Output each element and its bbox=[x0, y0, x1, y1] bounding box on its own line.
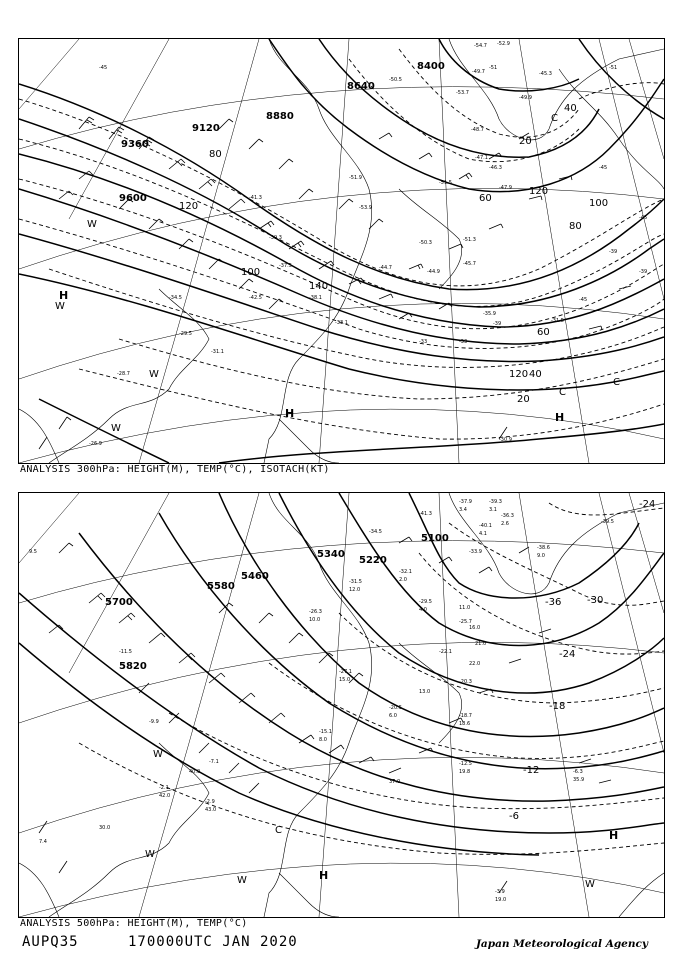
station-temp-500-11: -20.5 bbox=[389, 705, 402, 711]
system-label-300-1: H bbox=[285, 407, 295, 420]
system-label-300-6: W bbox=[111, 423, 121, 434]
temp-label-300-6: -47.1 bbox=[475, 155, 488, 161]
chart-500hpa bbox=[18, 492, 665, 918]
temp-label-300-11: -31.5 bbox=[551, 318, 564, 324]
height-label-500-4: 5580 bbox=[207, 581, 235, 592]
temp-label-500-0: -24 bbox=[639, 499, 656, 510]
station-temp-500-15: -7.1 bbox=[209, 759, 219, 765]
temp-label-300-3: -50.5 bbox=[389, 77, 402, 83]
chart-300hpa bbox=[18, 38, 665, 464]
system-label-500-1: H bbox=[609, 829, 619, 842]
system-label-300-4: W bbox=[87, 219, 97, 230]
station-temp-500-9: -26.3 bbox=[309, 609, 322, 615]
system-label-300-9: C bbox=[551, 113, 558, 124]
system-label-500-5: W bbox=[585, 879, 595, 890]
station-temp-500-25: -29.5 bbox=[419, 599, 432, 605]
height-label-500-5: 5700 bbox=[105, 597, 133, 608]
isotherm-label-300-9: -39 bbox=[493, 321, 502, 327]
station-temp-500-21: -18.7 bbox=[459, 713, 472, 719]
system-label-500-4: W bbox=[237, 875, 247, 886]
dewpoint-500-25: 2.0 bbox=[399, 577, 407, 583]
temp-label-300-17: -30.9 bbox=[499, 437, 512, 443]
system-label-300-3: W bbox=[55, 301, 65, 312]
dewpoint-500-17: 19.8 bbox=[459, 769, 471, 775]
temp-label-300-20: -41.3 bbox=[249, 195, 262, 201]
station-temp-500-20: -12.5 bbox=[459, 761, 472, 767]
dewpoint-500-22: 8.0 bbox=[319, 737, 327, 743]
temp-label-500-4: -18 bbox=[549, 701, 566, 712]
station-temp-500-7: -34.5 bbox=[369, 529, 382, 535]
temp-label-300-9: -44.9 bbox=[427, 269, 440, 275]
temp-label-500-2: -36 bbox=[545, 597, 562, 608]
isotach-label-300-5: 120 bbox=[529, 186, 549, 197]
temp-label-300-15: -33.1 bbox=[335, 320, 348, 326]
temp-label-300-5: -48.7 bbox=[471, 127, 484, 133]
temp-label-300-10: -35.9 bbox=[483, 311, 496, 317]
isotherm-label-300-0: -45 bbox=[99, 65, 108, 71]
station-temp-500-8: -31.5 bbox=[349, 579, 362, 585]
station-temps-300 bbox=[89, 41, 564, 447]
temp-label-300-19: -37.5 bbox=[279, 263, 292, 269]
temp-label-300-29: -47.9 bbox=[499, 185, 512, 191]
height-label-500-1: 5220 bbox=[359, 555, 387, 566]
station-temp-500-24: -25.7 bbox=[459, 619, 472, 625]
station-temp-500-2: -41.3 bbox=[419, 511, 432, 517]
system-label-500-6: C bbox=[275, 825, 282, 836]
station-temp-500-27: -33.9 bbox=[469, 549, 482, 555]
dewpoint-500-19: 15.0 bbox=[339, 677, 351, 683]
temp-label-300-2: -49.7 bbox=[472, 69, 485, 75]
isotach-label-300-2: 60 bbox=[479, 193, 492, 204]
temp-label-300-4: -53.7 bbox=[456, 90, 469, 96]
dewpoint-500-5: 11.0 bbox=[459, 605, 471, 611]
station-temp-500-23: -22.1 bbox=[439, 649, 452, 655]
isotherm-label-300-8: -33 bbox=[459, 339, 468, 345]
isotach-label-300-7: 120 bbox=[179, 201, 199, 212]
dewpoint-500-26: 9.5 bbox=[29, 549, 37, 555]
temp-label-500-3: -24 bbox=[559, 649, 576, 660]
isotach-label-300-11: 40 bbox=[529, 369, 542, 380]
height-label-500-0: 5100 bbox=[421, 533, 449, 544]
system-label-300-5: W bbox=[149, 369, 159, 380]
agency-name: Japan Meteorological Agency bbox=[475, 938, 648, 950]
temp-label-300-24: -53.9 bbox=[359, 205, 372, 211]
dewpoint-500-6: 16.0 bbox=[469, 625, 481, 631]
height-label-500-6: 5820 bbox=[119, 661, 147, 672]
chart-300hpa-map bbox=[19, 39, 664, 463]
isotherm-label-300-6: -39 bbox=[639, 269, 648, 275]
temp-label-300-13: -28.7 bbox=[117, 371, 130, 377]
station-temp-500-26: -32.1 bbox=[399, 569, 412, 575]
station-temp-500-22: -20.3 bbox=[459, 679, 472, 685]
height-label-300-0: 8400 bbox=[417, 61, 445, 72]
system-label-500-0: H bbox=[319, 869, 329, 882]
isotherm-label-300-10: -45 bbox=[579, 297, 588, 303]
dewpoint-500-23: 6.0 bbox=[389, 713, 397, 719]
temp-label-300-22: -49.9 bbox=[519, 95, 532, 101]
isotherm-label-300-2: -51 bbox=[609, 65, 618, 71]
system-label-300-8: C bbox=[613, 377, 620, 388]
station-temp-500-14: -9.9 bbox=[149, 719, 159, 725]
dewpoint-500-9: 22.0 bbox=[469, 661, 481, 667]
height-label-300-4: 9360 bbox=[121, 139, 149, 150]
dewpoint-500-1: 3.1 bbox=[489, 507, 497, 513]
dewpoint-500-24: 4.0 bbox=[419, 607, 427, 613]
height-label-500-3: 5460 bbox=[241, 571, 269, 582]
temp-label-300-31: -42.5 bbox=[249, 295, 262, 301]
temp-label-300-30: -46.3 bbox=[489, 165, 502, 171]
height-label-300-2: 8880 bbox=[266, 111, 294, 122]
height-label-300-3: 9120 bbox=[192, 123, 220, 134]
dewpoint-500-12: 37.0 bbox=[389, 779, 401, 785]
station-temp-500-3: -40.1 bbox=[479, 523, 492, 529]
product-code: AUPQ35 bbox=[22, 934, 79, 950]
station-temp-500-19: -6.3 bbox=[573, 769, 583, 775]
isotach-label-300-3: 80 bbox=[569, 221, 582, 232]
temp-label-500-5: -12 bbox=[523, 765, 540, 776]
isotach-label-300-10: 60 bbox=[537, 327, 550, 338]
temp-label-300-26: -51.5 bbox=[439, 180, 452, 186]
isotach-label-300-8: 100 bbox=[241, 267, 261, 278]
dewpoint-500-10: 13.0 bbox=[419, 689, 431, 695]
caption-300hpa: ANALYSIS 300hPa: HEIGHT(M), TEMP(°C), ISOTACH(KT) bbox=[20, 464, 330, 475]
station-temp-500-12: -15.1 bbox=[319, 729, 332, 735]
system-label-500-2: W bbox=[153, 749, 163, 760]
system-label-300-7: C bbox=[559, 387, 566, 398]
dewpoint-500-18: 18.6 bbox=[459, 721, 471, 727]
temp-label-300-0: -54.7 bbox=[474, 43, 487, 49]
station-temp-500-0: -37.9 bbox=[459, 499, 472, 505]
station-temp-500-1: -39.3 bbox=[489, 499, 502, 505]
temp-label-300-18: -34.5 bbox=[169, 295, 182, 301]
isotherm-label-300-3: -45 bbox=[599, 165, 608, 171]
dewpoint-500-15: 42.0 bbox=[159, 793, 171, 799]
dewpoint-500-16: 35.9 bbox=[573, 777, 585, 783]
isotherm-label-300-1: -51 bbox=[489, 65, 498, 71]
isotach-label-300-9: 80 bbox=[209, 149, 222, 160]
temp-label-300-8: -45.7 bbox=[463, 261, 476, 267]
height-label-500-2: 5340 bbox=[317, 549, 345, 560]
system-label-300-0: H bbox=[59, 289, 69, 302]
dewpoint-500-14: 43.0 bbox=[205, 807, 217, 813]
dewpoint-500-0: 3.4 bbox=[459, 507, 467, 513]
isotach-label-300-12: 20 bbox=[517, 394, 530, 405]
system-label-300-2: H bbox=[555, 411, 565, 424]
dewpoint-500-21: 10.0 bbox=[309, 617, 321, 623]
temp-label-300-32: -39.3 bbox=[269, 235, 282, 241]
chart-500hpa-map bbox=[19, 493, 664, 917]
temp-label-300-27: -38.1 bbox=[309, 295, 322, 301]
height-label-300-1: 8640 bbox=[347, 81, 375, 92]
temp-label-300-28: -44.7 bbox=[379, 265, 392, 271]
dewpoint-500-3: 2.6 bbox=[501, 521, 509, 527]
isotach-label-300-6: 140 bbox=[309, 281, 329, 292]
isotherm-label-300-7: -33 bbox=[419, 339, 428, 345]
dewpoint-500-2: 4.1 bbox=[479, 531, 487, 537]
isotherm-label-300-4: -45 bbox=[639, 215, 648, 221]
dewpoint-500-27: 7.4 bbox=[39, 839, 47, 845]
isotach-label-300-4: 100 bbox=[589, 198, 609, 209]
isotherm-label-300-5: -39 bbox=[609, 249, 618, 255]
temp-label-300-7: -51.3 bbox=[463, 237, 476, 243]
temp-label-500-1: -30 bbox=[587, 595, 604, 606]
height-label-300-5: 9600 bbox=[119, 193, 147, 204]
station-temp-500-10: -27.1 bbox=[339, 669, 352, 675]
dewpoint-500-7: 19.0 bbox=[495, 897, 507, 903]
system-label-500-3: W bbox=[145, 849, 155, 860]
station-temp-500-16: -3.9 bbox=[495, 889, 505, 895]
station-temp-500-4: -38.6 bbox=[537, 545, 550, 551]
temp-label-300-12: -31.1 bbox=[211, 349, 224, 355]
temp-label-300-23: -51.9 bbox=[349, 175, 362, 181]
temp-label-300-14: -26.9 bbox=[89, 441, 102, 447]
dewpoint-500-13: 40.0 bbox=[189, 769, 201, 775]
station-temp-500-13: -11.5 bbox=[119, 649, 132, 655]
dewpoint-500-11: 30.0 bbox=[99, 825, 111, 831]
temp-label-300-21: -45.3 bbox=[539, 71, 552, 77]
temp-label-500-6: -6 bbox=[509, 811, 519, 822]
isotach-label-300-0: 20 bbox=[519, 136, 532, 147]
station-temp-500-17: -2.9 bbox=[205, 799, 215, 805]
station-temp-500-6: -39.5 bbox=[601, 519, 614, 525]
temp-label-300-1: -52.9 bbox=[497, 41, 510, 47]
station-temp-500-18: -2.1 bbox=[159, 785, 169, 791]
isotach-label-300-1: 40 bbox=[564, 103, 577, 114]
caption-500hpa: ANALYSIS 500hPa: HEIGHT(M), TEMP(°C) bbox=[20, 918, 248, 929]
temp-label-300-25: -50.3 bbox=[419, 240, 432, 246]
dewpoint-500-4: 9.0 bbox=[537, 553, 545, 559]
temp-label-300-16: -29.5 bbox=[179, 331, 192, 337]
dewpoint-500-20: 12.0 bbox=[349, 587, 361, 593]
dewpoint-500-8: 21.0 bbox=[475, 641, 487, 647]
valid-time: 170000UTC JAN 2020 bbox=[128, 934, 298, 950]
dewpoints-500 bbox=[29, 507, 584, 903]
station-temp-500-5: -36.3 bbox=[501, 513, 514, 519]
isotach-label-300-13: 120 bbox=[509, 369, 529, 380]
wind-barbs-300 bbox=[39, 117, 631, 449]
